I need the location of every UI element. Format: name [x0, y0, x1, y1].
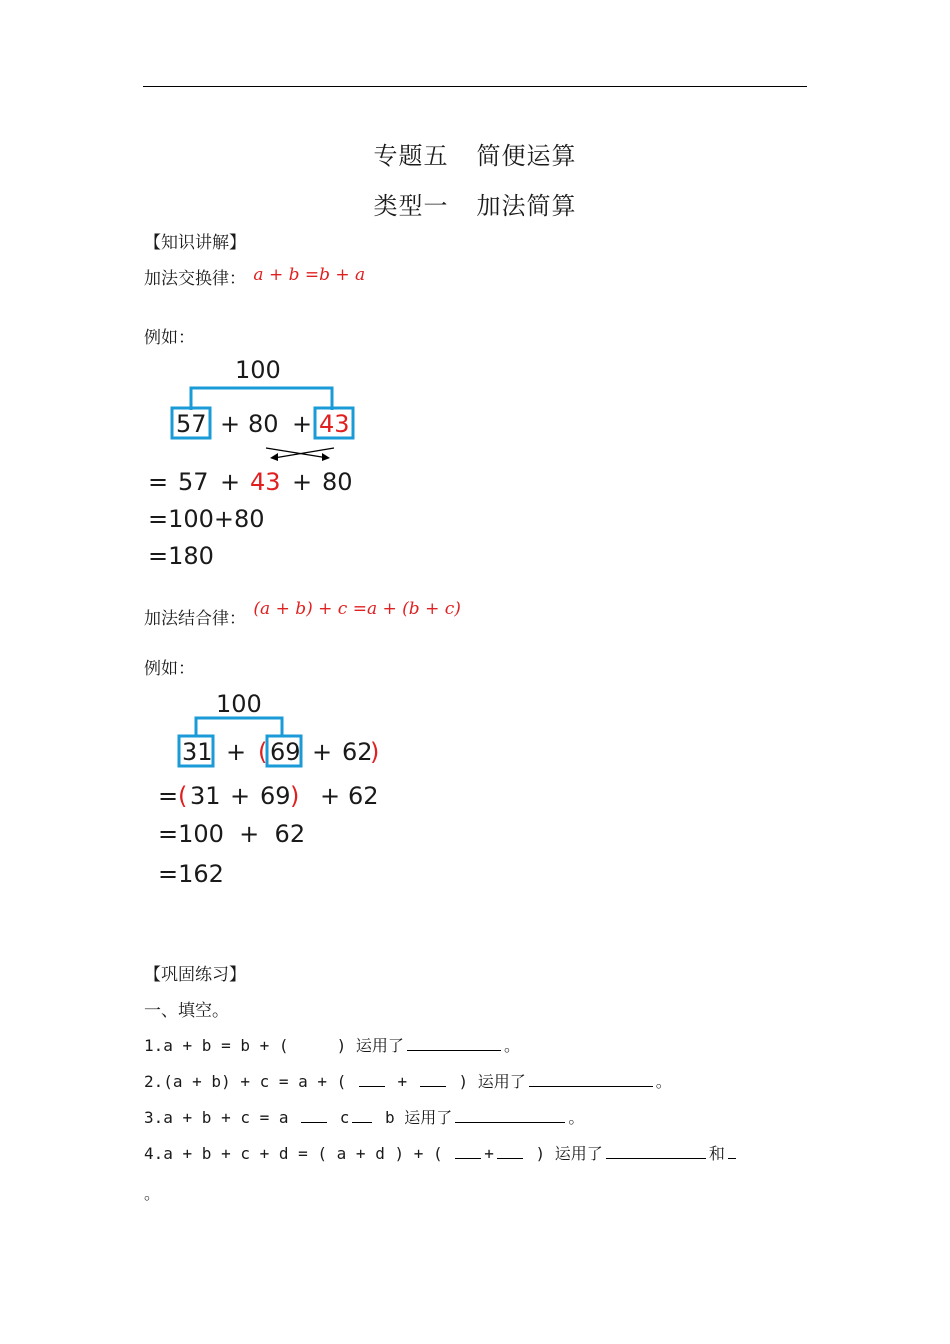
page-title: 专题五 简便运算 — [373, 142, 577, 170]
q4-text: 4.a + b + c + d = ( a + d ) + ( — [144, 1144, 453, 1163]
example2-rparen: ) — [370, 738, 380, 766]
q1-text: 1.a + b = b + ( ) — [144, 1036, 356, 1055]
q3-used: 运用了 — [404, 1108, 453, 1127]
q4-blank-4[interactable] — [728, 1142, 736, 1159]
example2-step1-rparen: ) — [290, 782, 300, 810]
q1-used: 运用了 — [355, 1036, 404, 1055]
example1-bracket — [191, 388, 332, 410]
q4-blank-3[interactable] — [606, 1142, 706, 1159]
q2-blank-2[interactable] — [420, 1070, 446, 1087]
example2-n1: 31 — [182, 738, 213, 766]
q2-used: 运用了 — [477, 1072, 526, 1091]
question-4 — [144, 1141, 739, 1164]
q3-text: 3.a + b + c = a — [144, 1108, 299, 1127]
example2-step1-c: 62 — [348, 782, 379, 810]
example2-step1-eq: = — [158, 782, 179, 810]
q2-blank-1[interactable] — [359, 1070, 385, 1087]
question-4-end — [144, 1181, 160, 1204]
example2-n3: 62 — [342, 738, 373, 766]
example1-plus2: + — [292, 410, 313, 438]
example2-step3: =162 — [158, 860, 224, 888]
example2-step2: =100 + 62 — [158, 820, 306, 848]
commutative-label: 加法交换律： — [144, 269, 246, 289]
q4-and: 和 — [708, 1144, 725, 1163]
practice-heading: 【巩固练习】 — [144, 965, 246, 985]
example1-step1-c: 80 — [322, 468, 353, 496]
q3-blank-2[interactable] — [352, 1106, 372, 1123]
q4-end: 。 — [144, 1184, 161, 1203]
q2-plus: + — [387, 1072, 417, 1091]
example2-step1-a: 31 — [190, 782, 221, 810]
q3-blank-1[interactable] — [301, 1106, 327, 1123]
page-subtitle: 类型一 加法简算 — [373, 192, 577, 220]
example1-step2: =100+80 — [148, 505, 265, 533]
q4-blank-1[interactable] — [455, 1142, 481, 1159]
example2-n2: 69 — [270, 738, 301, 766]
example1-label: 例如： — [144, 328, 195, 348]
q2-text: 2.(a + b) + c = a + ( — [144, 1072, 356, 1091]
q3-c: c — [330, 1108, 350, 1127]
example1-step1-eq: = — [148, 468, 169, 496]
q3-blank-3[interactable] — [455, 1106, 565, 1123]
example1-n3: 43 — [319, 410, 350, 438]
q3-end: 。 — [568, 1108, 585, 1127]
commutative-law — [144, 264, 365, 289]
example1-step1-b: 43 — [250, 468, 281, 496]
example2-step1-p1: + — [230, 782, 251, 810]
example1-plus1: + — [220, 410, 241, 438]
example1-step1-a: 57 — [178, 468, 209, 496]
q4-used: 运用了 — [554, 1144, 603, 1163]
example1-step1-p2: + — [292, 468, 313, 496]
arrow-head-left-icon — [270, 453, 278, 461]
q2-blank-3[interactable] — [529, 1070, 653, 1087]
q4-plus: + — [484, 1144, 494, 1163]
associative-law — [144, 599, 461, 629]
practice-section: 一、填空。 — [144, 1001, 229, 1021]
example2-plus1: + — [226, 738, 247, 766]
example2-plus2: + — [312, 738, 333, 766]
header-rule — [143, 86, 807, 87]
example2-bracket — [196, 718, 282, 736]
example1-step1-p1: + — [220, 468, 241, 496]
q4-blank-2[interactable] — [497, 1142, 523, 1159]
example2-step1-p2: + — [320, 782, 341, 810]
q1-blank[interactable] — [407, 1034, 501, 1051]
example2-label: 例如： — [144, 659, 195, 679]
q1-end: 。 — [503, 1036, 520, 1055]
example1-n1: 57 — [176, 410, 207, 438]
example2-step1-lparen: ( — [178, 782, 188, 810]
associative-label: 加法结合律： — [144, 609, 246, 629]
q4-close: ) — [525, 1144, 555, 1163]
example1-n2: 80 — [248, 410, 279, 438]
example2-lparen: ( — [258, 738, 268, 766]
example1-sum-label: 100 — [235, 356, 281, 384]
question-2 — [144, 1069, 672, 1092]
q2-end: 。 — [655, 1072, 672, 1091]
example1-diagram — [140, 350, 400, 579]
q2-close: ) — [448, 1072, 478, 1091]
commutative-formula: a + b =b + a — [253, 265, 366, 285]
example2-sum-label: 100 — [216, 690, 262, 718]
arrow-head-right-icon — [322, 453, 330, 461]
question-1 — [144, 1033, 520, 1056]
knowledge-heading: 【知识讲解】 — [144, 233, 246, 253]
question-3 — [144, 1105, 584, 1128]
example2-diagram — [140, 684, 400, 898]
q3-b: b — [375, 1108, 405, 1127]
example1-step3: =180 — [148, 542, 214, 570]
associative-formula: (a + b) + c =a + (b + c) — [253, 599, 461, 619]
example2-step1-b: 69 — [260, 782, 291, 810]
